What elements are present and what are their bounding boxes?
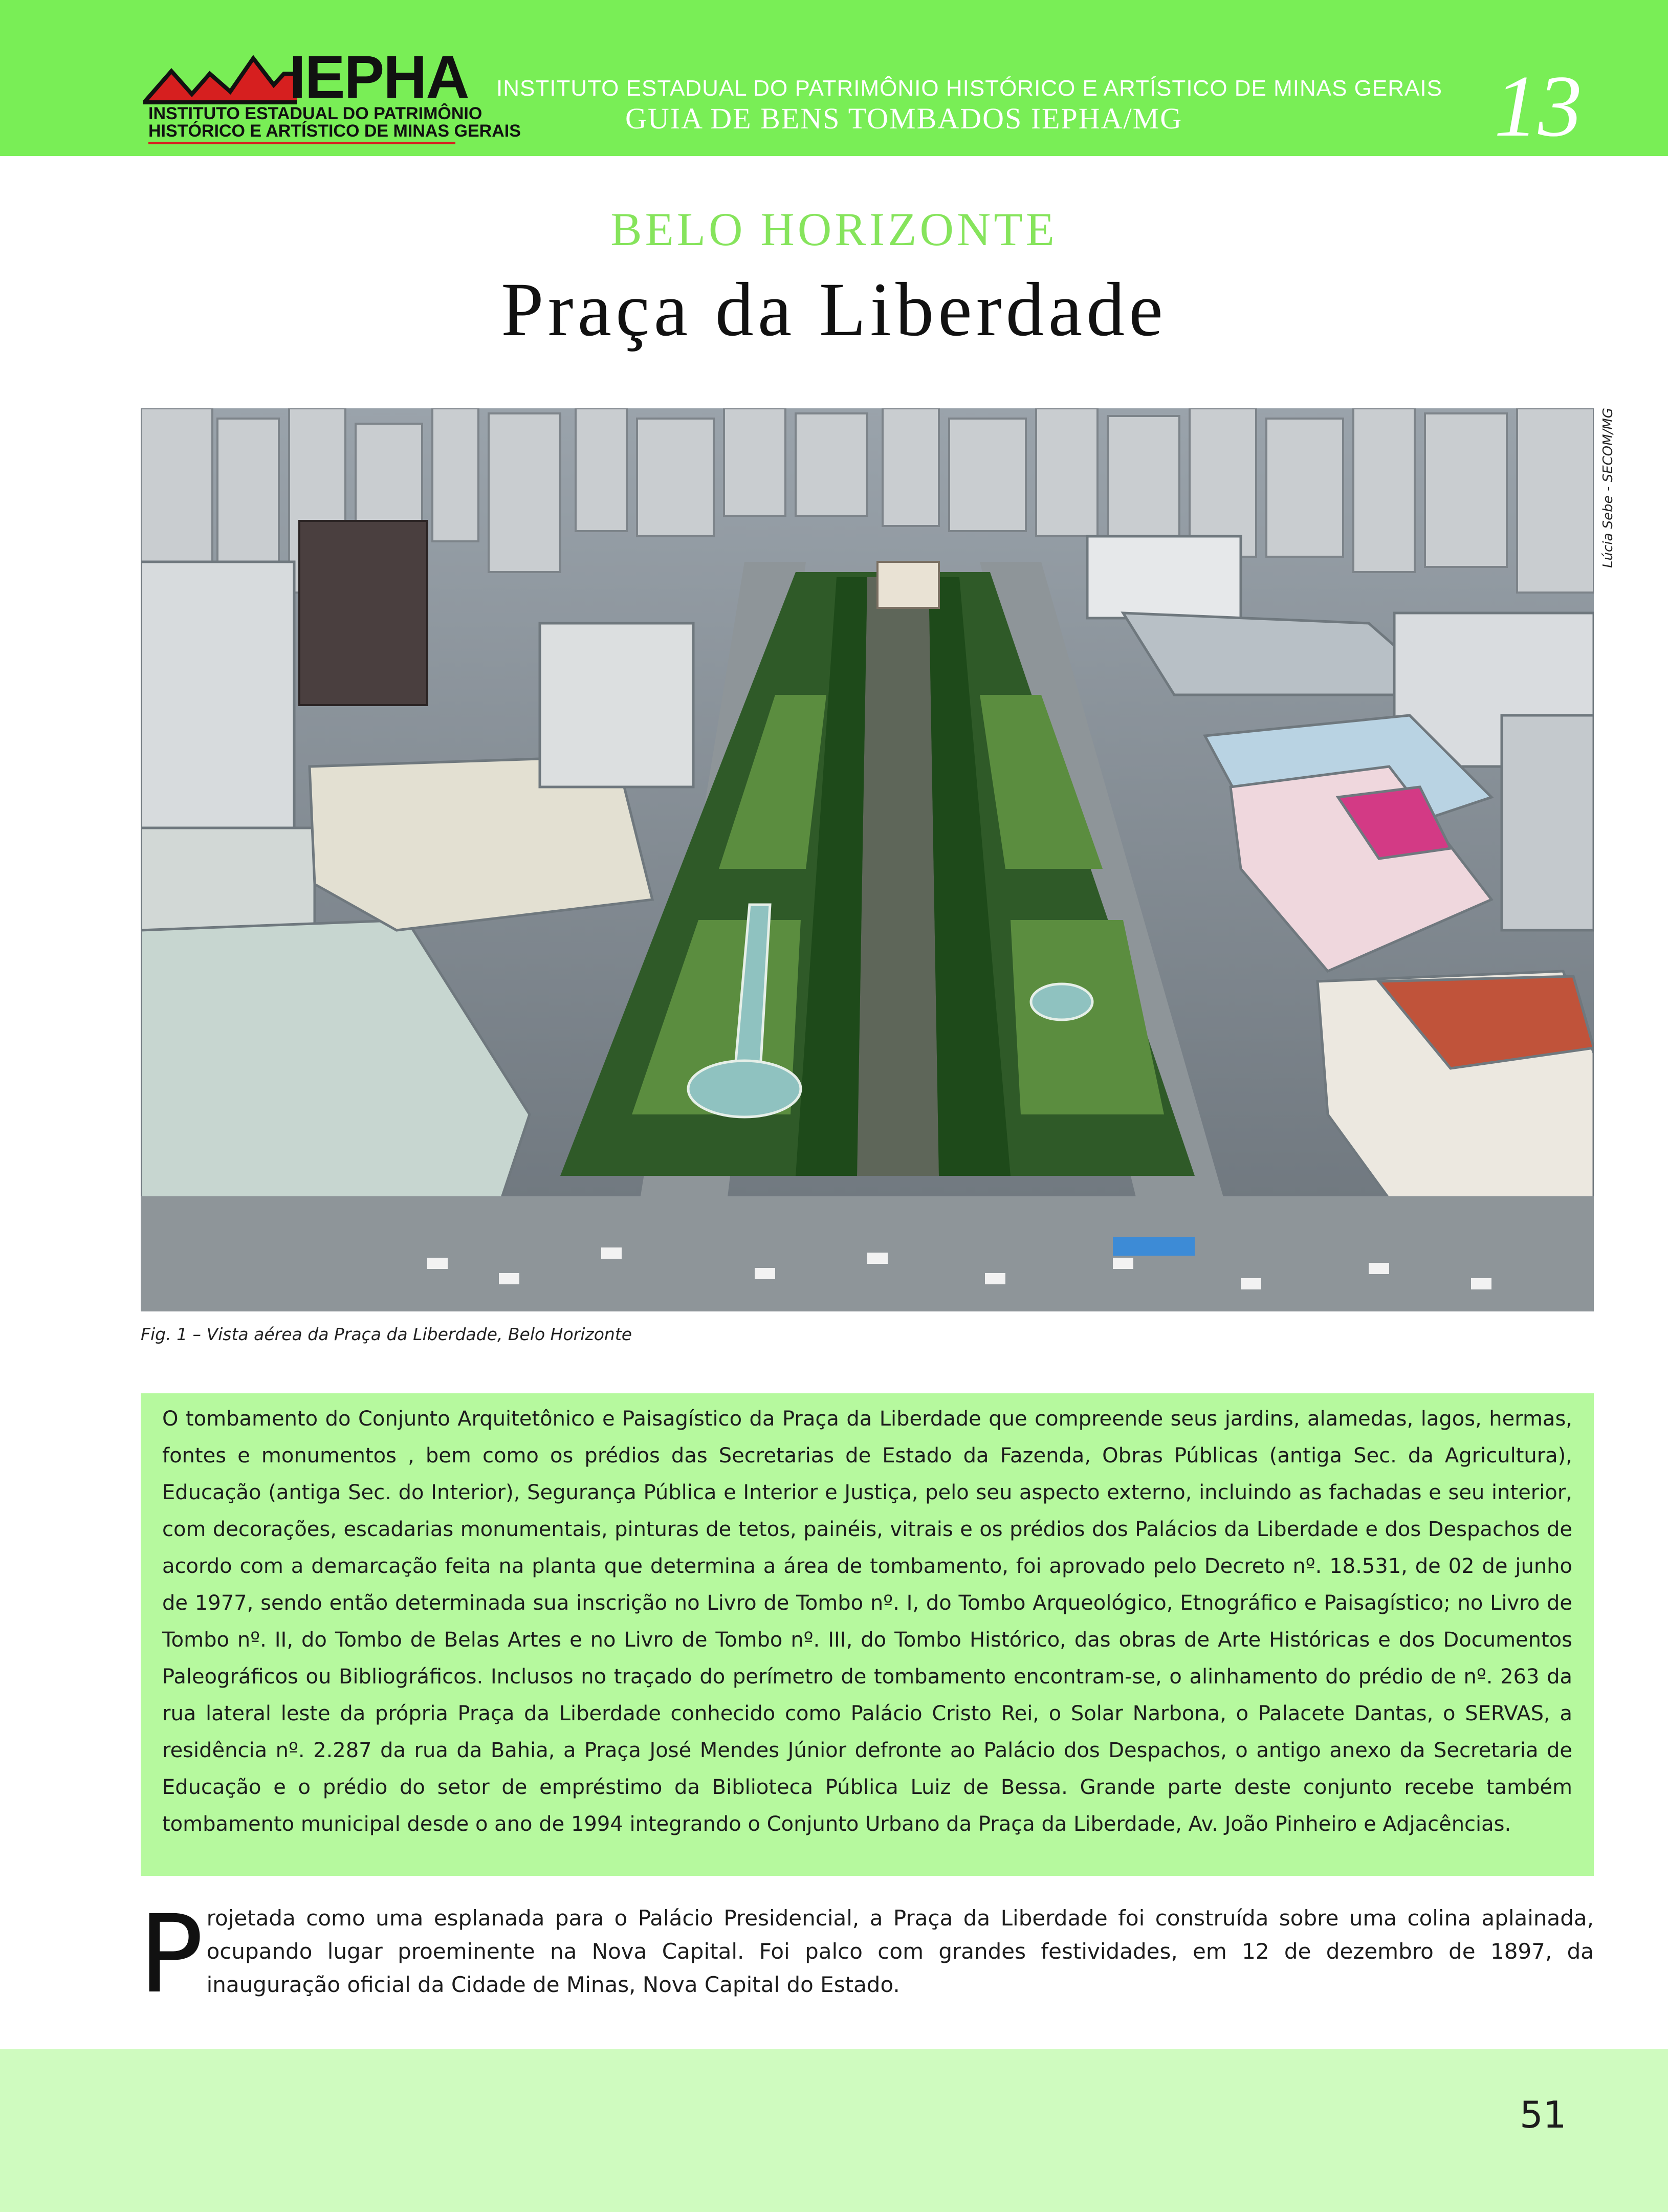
intro-text: rojetada como uma esplanada para o Palácio Presidencial, a Praça da Liberdade foi construída sobre uma colina aplainada, ocupando lugar proeminente na Nova Capital. Foi palco com grandes festividades, em 12 de dezembro de 1897, da inauguração oficial da Cidade de Minas, Nova Capital do Estado. [206, 1906, 1594, 1997]
logo-subtitle-line-2: HISTÓRICO E ARTÍSTICO DE MINAS GERAIS [148, 121, 521, 141]
figure-caption: Fig. 1 – Vista aérea da Praça da Liberdade, Belo Horizonte [141, 1324, 632, 1344]
city-heading: BELO HORIZONTE [610, 203, 1058, 255]
photo-credit: Lúcia Sebe - SECOM/MG [1600, 408, 1616, 568]
page-title: Praça da Liberdade [501, 267, 1167, 352]
aerial-photo [141, 408, 1594, 1311]
decree-box [141, 1393, 1594, 1876]
mountain-logo-icon [143, 53, 297, 104]
guide-name: GUIA DE BENS TOMBADOS IEPHA/MG [625, 102, 1183, 135]
decree-text: O tombamento do Conjunto Arquitetônico e Paisagístico da Praça da Liberdade que compreende seus jardins, alamedas, lagos, hermas, fontes e monumentos , bem como os prédios das Secretarias de Estado da Fazenda, Obras Públicas (antiga Sec. da Agricultura), Educação (antiga Sec. do Interior), Segurança Pública e Interior e Justiça, pelo seu aspecto externo, incluindo as fachadas e seu interior, com decorações, escadarias monumentais, pinturas de tetos, painéis, vitrais e os prédios dos Palácios da Liberdade e dos Despachos de acordo com a demarcação feita na planta que determina a área de tombamento, foi aprovado pelo Decreto nº. 18.531, de 02 de junho de 1977, sendo então determinada sua inscrição no Livro de Tombo nº. I, do Tombo Arqueológico, Etnográfico e Paisagístico; no Livro de Tombo nº. II, do Tombo de Belas Artes e no Livro de Tombo nº. III, do Tombo Histórico, das obras de Arte Históricas e dos Documentos Paleográficos ou Bibliográficos. Inclusos no traçado do perímetro de tombamento encontram-se, o alinhamento do prédio de nº. 263 da rua lateral leste da própria Praça da Liberdade conhecido como Palácio Cristo Rei, o Solar Narbona, o Palacete Dantas, o SERVAS, a residência nº. 2.287 da rua da Bahia, a Praça José Mendes Júnior defronte ao Palácio dos Despachos, o antigo anexo da Secretaria de Educação e o prédio do setor de empréstimo da Biblioteca Pública Luiz de Bessa. Grande parte deste conjunto recebe também tombamento municipal desde o ano de 1994 integrando o Conjunto Urbano da Praça da Liberdade, Av. João Pinheiro e Adjacências. [162, 1407, 1572, 1836]
page-number: 51 [1520, 2093, 1567, 2136]
palacio-da-liberdade [877, 562, 939, 608]
logo-wordmark: IEPHA [289, 43, 469, 111]
institute-name: INSTITUTO ESTADUAL DO PATRIMÔNIO HISTÓRICO E ARTÍSTICO DE MINAS GERAIS [496, 76, 1442, 101]
chapter-number: 13 [1494, 58, 1582, 155]
intro-paragraph [139, 1892, 1594, 2017]
logo-underline [148, 142, 455, 144]
logo-subtitle-line-1: INSTITUTO ESTADUAL DO PATRIMÔNIO [148, 104, 482, 123]
page-footer [0, 2049, 1668, 2212]
page-header [0, 0, 1668, 156]
drop-cap: P [139, 1892, 204, 2017]
iepha-logo [143, 43, 521, 149]
